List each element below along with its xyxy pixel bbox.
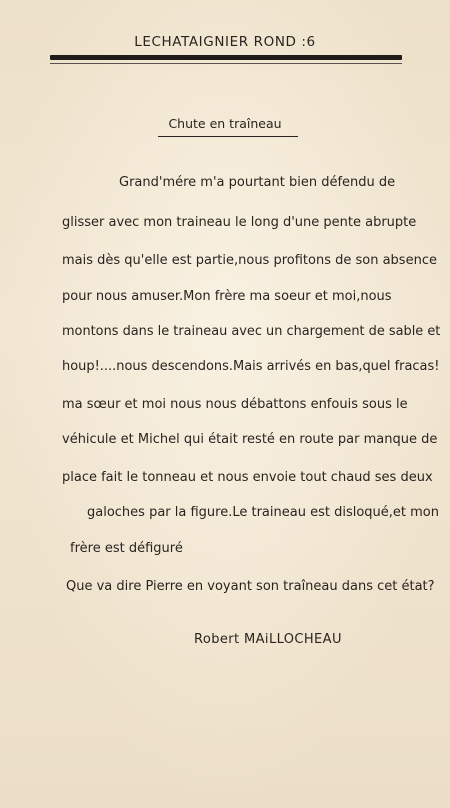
running-header: LECHATAIGNIER ROND :6 <box>134 34 316 50</box>
story-line: montons dans le traineau avec un chargement de sable et <box>62 324 441 339</box>
story-line: ma sœur et moi nous nous débattons enfouis sous le <box>62 397 408 412</box>
header-thick-rule <box>50 55 402 60</box>
story-line: glisser avec mon traineau le long d'une pente abrupte <box>62 215 417 230</box>
author-signature: Robert MAiLLOCHEAU <box>194 632 342 647</box>
story-line: Grand'mére m'a pourtant bien défendu de <box>119 175 396 190</box>
story-line: frère est défiguré <box>70 541 183 556</box>
story-line: véhicule et Michel qui était resté en route par manque de <box>62 432 438 447</box>
story-line: pour nous amuser.Mon frère ma soeur et moi,nous <box>62 289 392 304</box>
story-line: Que va dire Pierre en voyant son traîneau dans cet état? <box>66 579 435 594</box>
header-thin-rule <box>50 63 402 64</box>
story-line: place fait le tonneau et nous envoie tout chaud ses deux <box>62 470 433 485</box>
story-line: mais dès qu'elle est partie,nous profitons de son absence <box>62 253 437 268</box>
title-underline <box>158 136 298 137</box>
story-line: houp!....nous descendons.Mais arrivés en bas,quel fracas! <box>62 359 440 374</box>
story-line: galoches par la figure.Le traineau est disloqué,et mon <box>87 505 439 520</box>
story-title: Chute en traîneau <box>168 116 282 131</box>
